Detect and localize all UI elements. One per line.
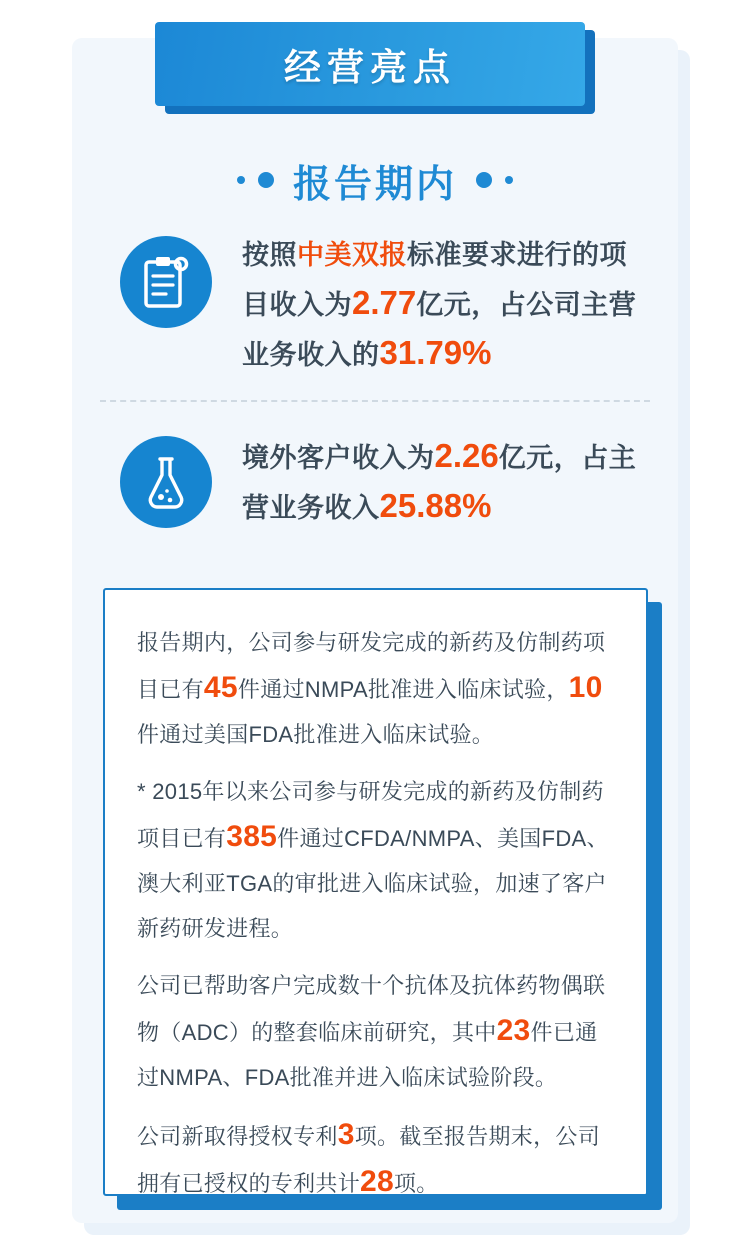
highlight-item-1 xyxy=(120,232,680,379)
detail-paragraph-1 xyxy=(137,620,618,757)
p1-seg-4: 件通过美国FDA批准进入临床试验。 xyxy=(137,722,495,747)
dot-decoration-icon xyxy=(505,176,513,184)
detail-paragraph-4 xyxy=(137,1112,618,1206)
header-banner-body xyxy=(155,22,585,106)
p1-seg-2: 件通过NMPA批准进入临床试验， xyxy=(237,677,569,702)
p2-seg-2: 件通过CFDA/NMPA、美国FDA、澳大利亚TGA的审批进入临床试验，加速了客户新药研发进程。 xyxy=(137,826,609,941)
clipboard-icon xyxy=(120,236,212,328)
hl2-seg-1: 2.26 xyxy=(434,437,499,474)
page-title: 经营亮点 xyxy=(284,47,456,88)
section-divider xyxy=(100,400,650,402)
p3-seg-0: 公司已帮助客户完成数十个抗体及抗体药物偶联物（ADC）的整套临床前研究，其中 xyxy=(137,973,606,1045)
hl1-seg-3: 2.77 xyxy=(352,284,417,321)
dot-decoration-icon xyxy=(237,176,245,184)
subtitle-label: 报告期内 xyxy=(292,163,457,206)
p4-seg-4: 项。 xyxy=(394,1171,439,1196)
hl1-seg-2: 标准要求进行的项目收入为 xyxy=(242,240,627,320)
header-banner xyxy=(155,22,595,114)
dot-decoration-icon xyxy=(258,172,274,188)
p4-seg-3: 28 xyxy=(360,1165,394,1198)
hl1-seg-5: 31.79% xyxy=(379,334,492,371)
highlight-text-2 xyxy=(242,432,642,532)
p3-seg-2: 件已通过NMPA、FDA批准并进入临床试验阶段。 xyxy=(137,1020,598,1090)
hl2-seg-3: 25.88% xyxy=(379,487,492,524)
hl2-seg-0: 境外客户收入为 xyxy=(242,443,435,473)
hl1-seg-0: 按照 xyxy=(242,240,297,270)
hl1-seg-4: 亿元，占公司主营业务收入的 xyxy=(242,290,637,370)
hl2-seg-2: 亿元，占主营业务收入 xyxy=(242,443,637,523)
detail-paragraph-2 xyxy=(137,769,618,951)
p1-seg-3: 10 xyxy=(568,671,603,704)
details-box xyxy=(103,588,648,1196)
p4-seg-2: 项。截至报告期末，公司拥有已授权的专利共计 xyxy=(137,1124,601,1196)
detail-paragraph-3 xyxy=(137,963,618,1100)
highlight-text-1 xyxy=(242,232,642,379)
p1-seg-1: 45 xyxy=(203,671,238,704)
p3-seg-1: 23 xyxy=(496,1014,531,1047)
highlight-item-2 xyxy=(120,432,680,532)
flask-icon xyxy=(120,436,212,528)
p2-seg-0: * 2015年以来公司参与研发完成的新药及仿制药项目已有 xyxy=(137,779,604,851)
p4-seg-0: 公司新取得授权专利 xyxy=(137,1124,338,1149)
p4-seg-1: 3 xyxy=(337,1118,355,1151)
p1-seg-0: 报告期内，公司参与研发完成的新药及仿制药项目已有 xyxy=(137,630,606,702)
p2-seg-1: 385 xyxy=(226,820,278,853)
hl1-seg-1: 中美双报 xyxy=(297,240,407,270)
dot-decoration-icon xyxy=(476,172,492,188)
section-subtitle xyxy=(150,152,600,208)
